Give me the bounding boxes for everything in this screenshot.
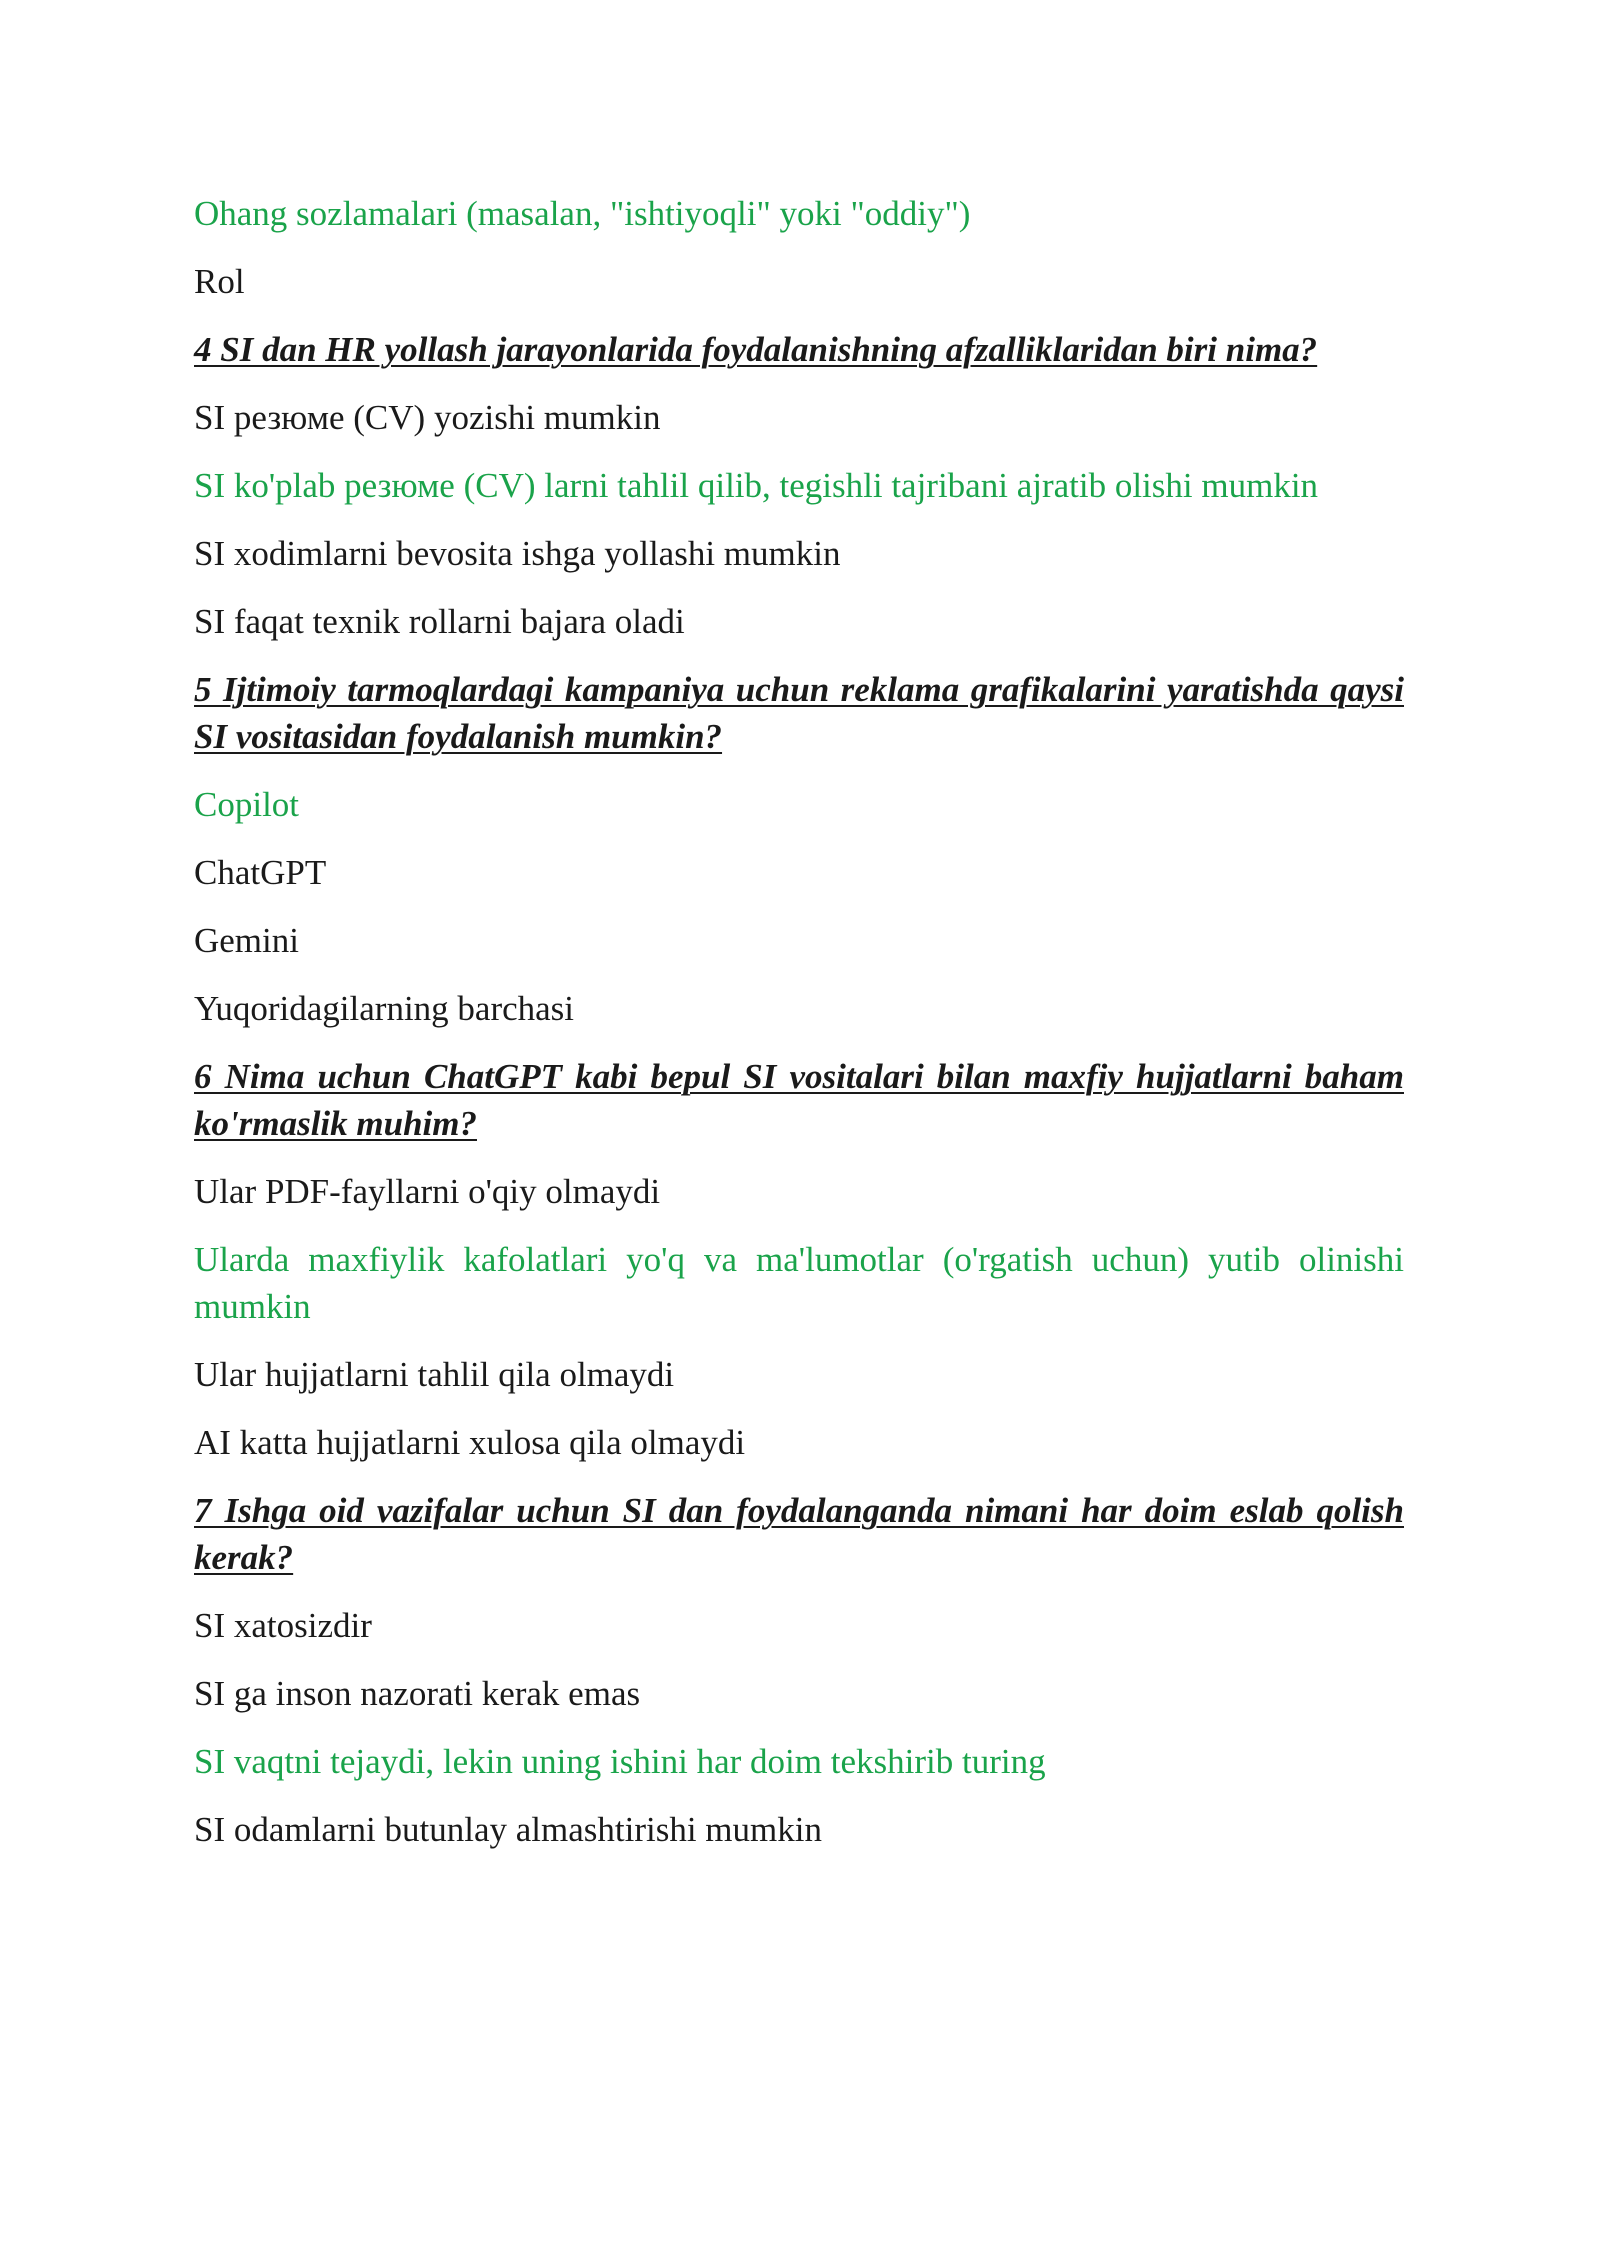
question-5: 5 Ijtimoiy tarmoqlardagi kampaniya uchun reklama grafikalarini yaratishda qaysi SI vositasidan foydalanish mumkin?: [194, 670, 1404, 756]
answer-option-correct: SI vaqtni tejaydi, lekin uning ishini har doim tekshirib turing: [194, 1742, 1046, 1781]
answer-option: SI xodimlarni bevosita ishga yollashi mumkin: [194, 534, 841, 573]
answer-option-correct: Ohang sozlamalari (masalan, "ishtiyoqli" yoki "oddiy"): [194, 194, 971, 233]
answer-option: Rol: [194, 262, 245, 301]
quiz-content: [194, 190, 1404, 1874]
answer-option: Gemini: [194, 921, 299, 960]
answer-option: Ular PDF-fayllarni o'qiy olmaydi: [194, 1172, 661, 1211]
answer-option: SI odamlarni butunlay almashtirishi mumkin: [194, 1810, 822, 1849]
answer-option-correct: Copilot: [194, 785, 300, 824]
answer-option: SI xatosizdir: [194, 1606, 372, 1645]
answer-option: ChatGPT: [194, 853, 327, 892]
question-4: 4 SI dan HR yollash jarayonlarida foydalanishning afzalliklaridan biri nima?: [194, 330, 1318, 369]
answer-option-correct: Ularda maxfiylik kafolatlari yo'q va ma'lumotlar (o'rgatish uchun) yutib olinishi mumkin: [194, 1240, 1404, 1326]
answer-option: AI katta hujjatlarni xulosa qila olmaydi: [194, 1423, 746, 1462]
question-7: 7 Ishga oid vazifalar uchun SI dan foydalanganda nimani har doim eslab qolish kerak?: [194, 1491, 1404, 1577]
answer-option: SI ga inson nazorati kerak emas: [194, 1674, 641, 1713]
answer-option-correct: SI ko'plab резюме (CV) larni tahlil qilib, tegishli tajribani ajratib olishi mumkin: [194, 466, 1319, 505]
answer-option: SI faqat texnik rollarni bajara oladi: [194, 602, 685, 641]
answer-option: SI резюме (CV) yozishi mumkin: [194, 398, 661, 437]
question-6: 6 Nima uchun ChatGPT kabi bepul SI vositalari bilan maxfiy hujjatlarni baham ko'rmaslik muhim?: [194, 1057, 1404, 1143]
answer-option: Ular hujjatlarni tahlil qila olmaydi: [194, 1355, 675, 1394]
answer-option: Yuqoridagilarning barchasi: [194, 989, 575, 1028]
